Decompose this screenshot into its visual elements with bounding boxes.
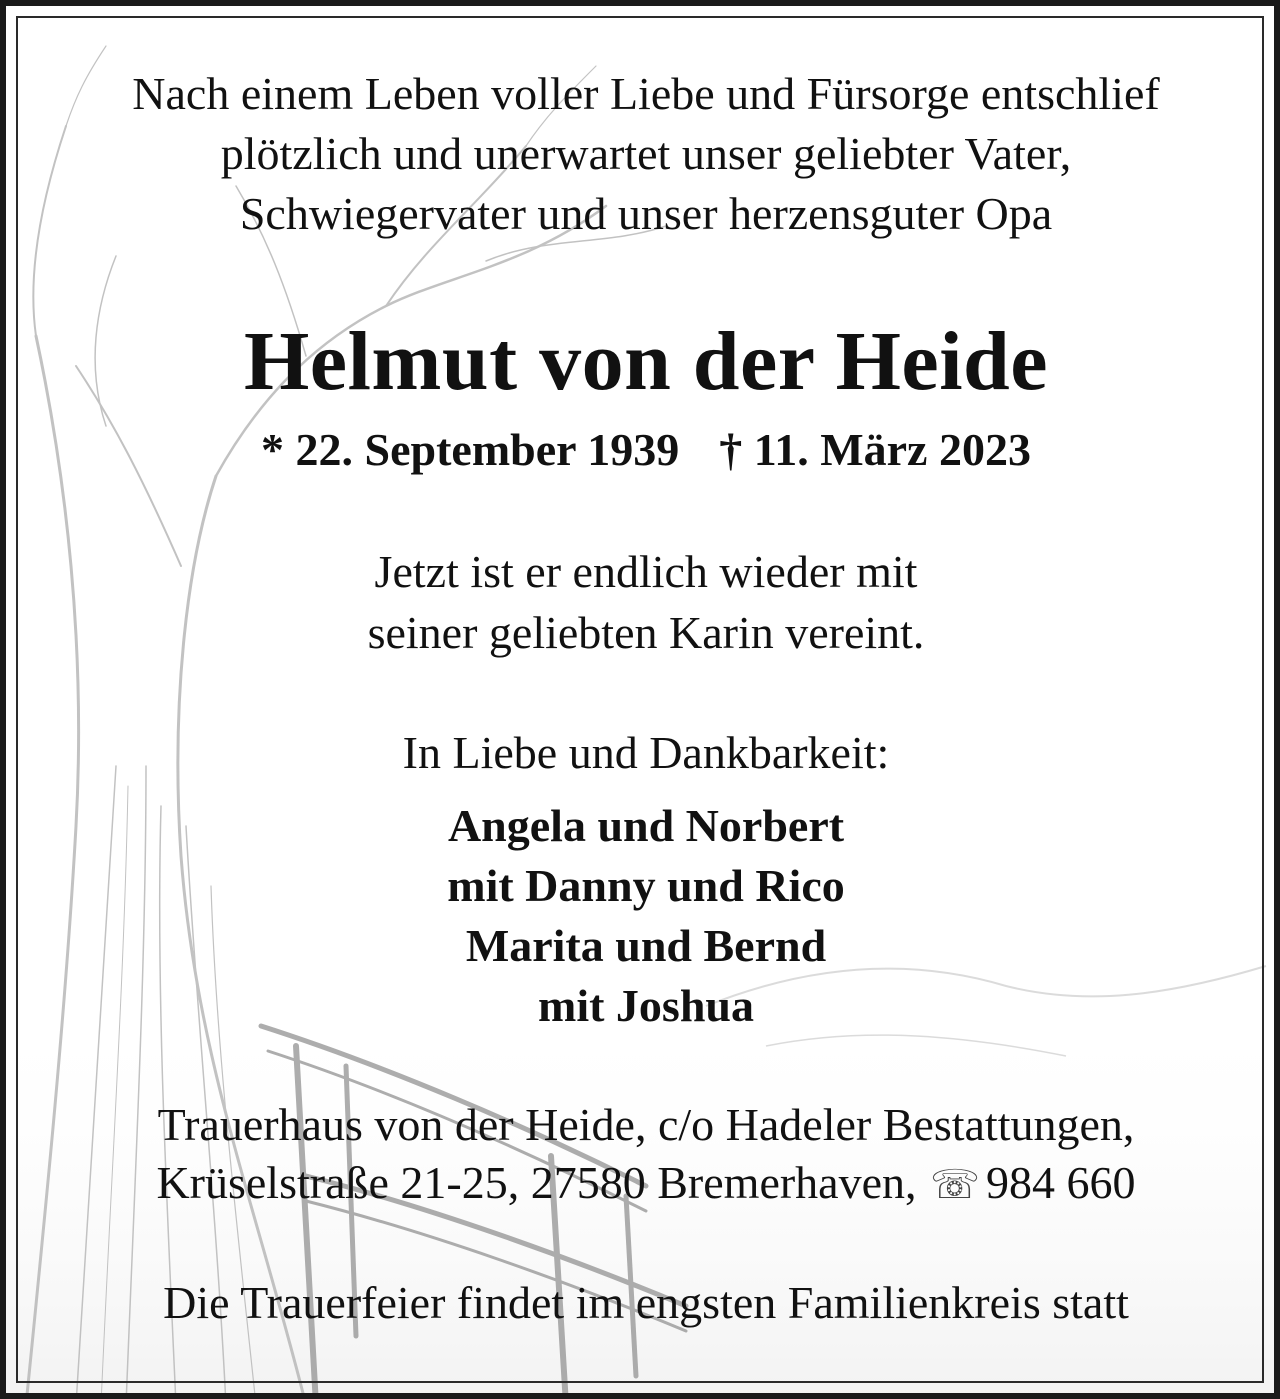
closing-greeting: In Liebe und Dankbarkeit:: [402, 727, 890, 778]
birth-date: * 22. September 1939: [261, 424, 680, 475]
address-phone-line: [6, 1154, 1280, 1214]
address-street: Krüselstraße 21-25, 27580 Bremerhaven,: [156, 1157, 917, 1208]
funeral-note: Die Trauerfeier findet im engsten Familienkreis statt: [163, 1277, 1129, 1328]
intro-line: Schwiegervater und unser herzensguter Opa: [239, 188, 1053, 239]
notice-text: [6, 6, 1280, 1399]
phone-number: 984 660: [986, 1157, 1136, 1208]
death-date: † 11. März 2023: [719, 424, 1031, 475]
quote-line: Jetzt ist er endlich wieder mit: [374, 546, 918, 597]
telephone-icon: ☏: [930, 1162, 981, 1208]
address-line: Trauerhaus von der Heide, c/o Hadeler Bestattungen,: [157, 1099, 1135, 1150]
family-member-line: Marita und Bernd: [465, 920, 827, 971]
family-member-line: mit Danny und Rico: [447, 860, 845, 911]
family-member-line: Angela und Norbert: [447, 800, 845, 851]
family-member-line: mit Joshua: [538, 980, 754, 1031]
intro-line: plötzlich und unerwartet unser geliebter Vater,: [220, 128, 1072, 179]
intro-line: Nach einem Leben voller Liebe und Fürsorge entschlief: [132, 68, 1160, 119]
life-dates: [6, 422, 1280, 478]
deceased-name: Helmut von der Heide: [243, 315, 1049, 408]
quote-line: seiner geliebten Karin vereint.: [367, 607, 925, 658]
